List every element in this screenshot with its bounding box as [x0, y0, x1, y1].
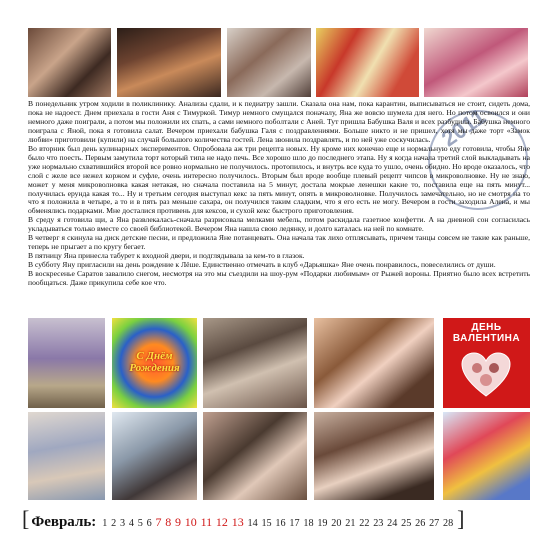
calendar-day: 16 [275, 518, 286, 529]
calendar-month: Февраль: [31, 514, 97, 530]
calendar-day: 2 [111, 518, 117, 529]
calendar-day: 4 [128, 518, 134, 529]
calendar-day: 17 [289, 518, 300, 529]
photo-child-on-stool [28, 318, 105, 408]
calendar-day: 6 [146, 518, 152, 529]
calendar-day: 22 [359, 518, 370, 529]
story-paragraph-wednesday: В среду я готовила щи, а Яна развлекалась-сначала разрисовала мелками мебель, потом раскидала газетное конфетти. А на дневной сон согласилась укладываться только вместе со своей библиотекой. Вечером Яна нашла свою ледянку, и долго каталась на ней по комнате. [28, 215, 530, 234]
calendar-day: 27 [429, 518, 440, 529]
calendar-day: 13 [231, 515, 244, 529]
calendar-day: 10 [184, 515, 197, 529]
story-paragraph-thursday: В четверг я скинула на диск детские песни, и предложила Яне потанцевать. Она начала так лихо отплясывать, причем танцы совсем не такие как раньше, теперь не прыгает а по кругу бегает. [28, 233, 530, 252]
photo-cake-and-food [316, 28, 419, 97]
photo-group-with-children [314, 412, 434, 500]
plate-greeting: С Днём Рождения [129, 350, 180, 374]
calendar-day: 18 [303, 518, 314, 529]
photo-child-playing [227, 28, 311, 97]
photo-child-with-hoop [28, 412, 105, 500]
calendar-day: 9 [175, 515, 181, 529]
photo-party-group [112, 412, 197, 500]
calendar-day: 28 [443, 518, 454, 529]
calendar-day: 11 [200, 515, 213, 529]
photo-child-with-grandmother [28, 28, 111, 97]
photo-birthday-plate [112, 318, 197, 408]
calendar-day: 25 [401, 518, 412, 529]
story-paragraph-tuesday: Во вторник был день кулинарных экспериментов. Опробовала аж три рецепта новых. Ну кроме них конечно еще и нормальную еду готовила, чтобы Яне было что поесть. Первым замутила торт который типа не надо печь. Все хорошо шло до последнего этапа. Ну я когда начала третий слой выкладывать на уже нормально схватившийся второй все ровно нормально не получилось. протопилось, и внутрь все куда то ушло, очень обидно. Но вроде оказалось, что слой с желе все нежел коржом и суфле, очень интересно получилось. Вторым был вроде вообще плевый рецепт чипсов в микроволновке. Ну не знаю, может у меня микроволновка какая нетакая, но сначала поставила на 5 минут, достала мокрые ленешки какие то, поставила еще на пять минут... получилась ерунда какая то... Ну и третьим сегодня выступал кекс за пять минут, опять в микроволновке. Получилось замечательно, но не смотря на то что я положила в четыре, а то и в пять раз меньше сахара, он получился таким сладким, что я его есть не могу. Вечером в гости заходила Алена, и мы обменялись подарками. Мне досталися противень для кексов, и сухой кекс быстрого приготовления. [28, 143, 530, 216]
story-paragraph-sunday: В воскресенье Саратов завалило снегом, несмотря на это мы съездили на шоу-рум «Подарки любимым» от Рыжей вороны. Приятно было всех встретить пообщаться. Даже прикупила себе кое что. [28, 269, 530, 288]
valentine-book-title: ДЕНЬ ВАЛЕНТИНА [452, 322, 521, 344]
calendar-day: 21 [345, 518, 356, 529]
story-paragraph-monday: В понедельник утром ходили в поликлинику. Анализы сдали, и к педиатру зашли. Сказала она нам, пока карантин, выписываться не стоит, сидеть дома, пока не надоест. Днем приехала в гости Аня с Тимуркой. Тимур немного смущался поначалу, Яна же вовсю шумела для него. Но потом освоился и они немного даже поиграли, а потом мы положили их спать, а сами немного поболтали с Аней. Тут пришла Бабушка Валя и всех разбудила. Бабушка немного поиграла с Яной, пока я готовила салат. Вечером приехали бабушка Галя с поздравлениями. Больше никто и не пришел, хотя мы даже торт «Замок любви» приготовили (купили) на случай большого количества гостей. Лена звонила поздравлять, и по ней уже соскучилась. [28, 100, 530, 144]
calendar-close-bracket: ] [457, 506, 465, 531]
calendar-day: 20 [331, 518, 342, 529]
calendar-day: 24 [387, 518, 398, 529]
calendar-day: 26 [415, 518, 426, 529]
calendar-day: 12 [215, 515, 228, 529]
photo-children-closeup [314, 318, 434, 408]
photo-woman-with-camera [203, 412, 307, 500]
photo-child-at-playground [443, 412, 530, 500]
story-paragraph-saturday: В субботу Яну пригласили на день рождение к Лёше. Единственно отмечать в клуб «Дарьяшка» Яне очень понравилось, повеселились от души. [28, 260, 496, 270]
calendar-day: 5 [137, 518, 143, 529]
calendar-day: 7 [155, 515, 162, 529]
story-text [28, 100, 530, 316]
calendar-days [100, 515, 455, 530]
heart-icon [461, 352, 511, 398]
calendar-day: 14 [247, 518, 258, 529]
calendar-day: 15 [261, 518, 272, 529]
story-paragraph-friday: В пятницу Яна принесла табурет к входной двери, и подглядывала за кем-то в глазок. [28, 251, 305, 261]
stamp-year: 2011 [436, 103, 491, 152]
photo-child-at-table [117, 28, 221, 97]
photo-gifts [424, 28, 528, 97]
calendar-day: 19 [317, 518, 328, 529]
calendar-day: 3 [119, 518, 126, 529]
month-calendar [22, 506, 532, 536]
calendar-open-bracket: [ [22, 506, 30, 531]
photo-child-in-room [203, 318, 307, 408]
calendar-day: 23 [373, 518, 384, 529]
photo-valentine-book [443, 318, 530, 408]
calendar-day: 1 [102, 518, 108, 529]
calendar-day: 8 [165, 515, 172, 529]
